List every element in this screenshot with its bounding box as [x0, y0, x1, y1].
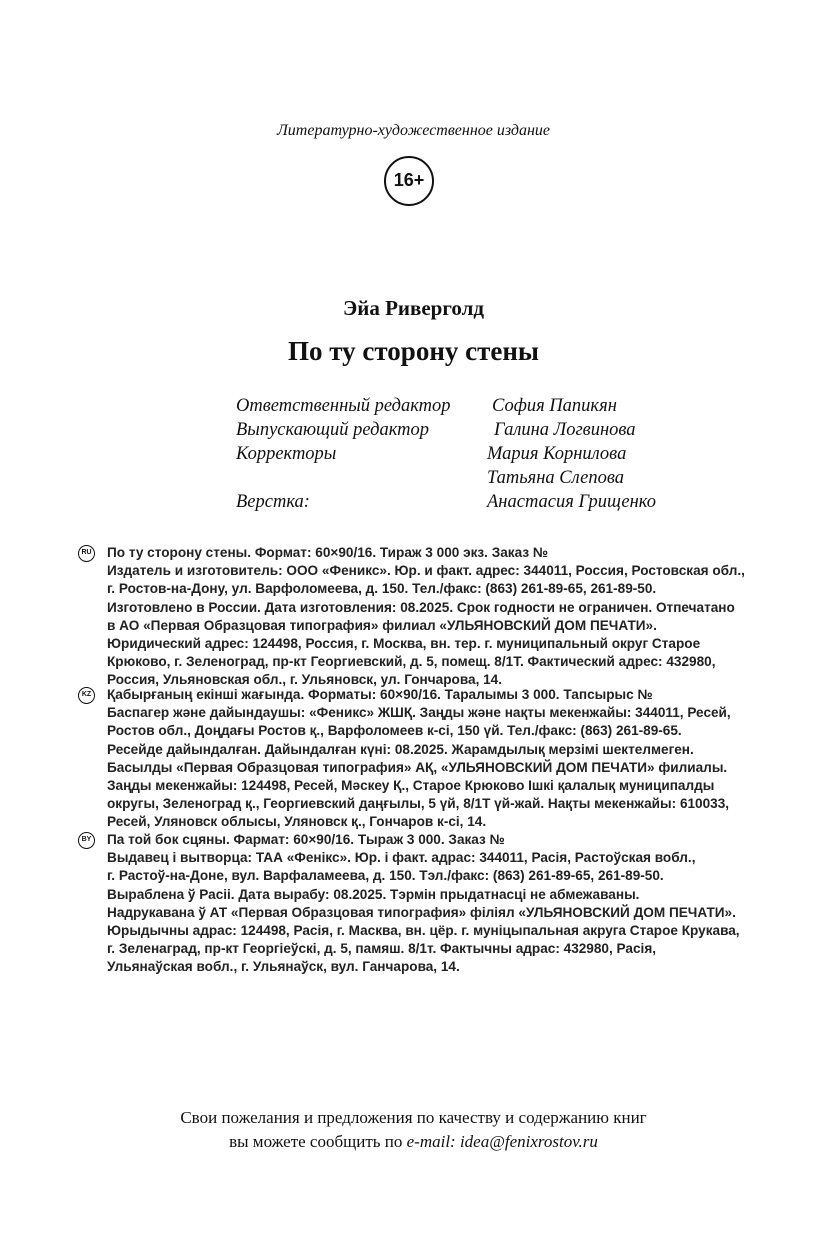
imprint-line: Па той бок сцяны. Фармат: 60×90/16. Тыраж 3 000. Заказ № [107, 832, 505, 847]
imprint-block-by [107, 831, 807, 977]
imprint-line: в АО «Первая Образцовая типография» филиал «УЛЬЯНОВСКИЙ ДОМ ПЕЧАТИ». [107, 617, 657, 633]
credit-name-layout: Анастасия Грищенко [487, 492, 656, 512]
imprint-line: Ростов обл., Доңдағы Ростов қ., Варфоломеев к-сі, 150 үй. Тел./факс: (863) 261-89-65. [107, 723, 682, 739]
feedback-line-2 [0, 1130, 827, 1154]
imprint-line: г. Зеленаград, пр-кт Георгіеўскі, д. 5, памяш. 8/1т. Фактычны адрас: 432980, Расія, [107, 941, 657, 957]
genre-label: Литературно-художественное издание [276, 122, 551, 139]
language-badge-kz: KZ [78, 687, 95, 704]
imprint-line: округы, Зеленоград қ., Георгиевский даңғылы, 5 үй, 8/1Т үй-жай. Нақты мекенжайы: 610033, [107, 796, 730, 812]
imprint-block-kz [107, 686, 807, 832]
imprint-line: г. Ростов-на-Дону, ул. Варфоломеева, д. 150. Тел./факс: (863) 261-89-65, 261-89-50. [107, 581, 657, 597]
author-name: Эйа Риверголд [342, 296, 484, 320]
credit-role-responsible-editor: Ответственный редактор [236, 396, 451, 416]
credit-name-managing-editor: Галина Логвинова [494, 420, 636, 440]
credit-name-proofreader-1: Мария Корнилова [487, 444, 627, 464]
credit-name-proofreader-2: Татьяна Слепова [487, 468, 625, 488]
imprint-line: г. Растоў-на-Доне, вул. Варфаламеева, д. 150. Тэл./факс: (863) 261-89-65, 261-89-50. [107, 868, 664, 884]
feedback-note [0, 1106, 827, 1154]
credit-role-layout: Верстка: [236, 492, 310, 512]
imprint-line: Россия, Ульяновская обл., г. Ульяновск, ул. Гончарова, 14. [107, 672, 503, 688]
imprint-line: Заңды мекенжайы: 124498, Ресей, Мәскеу Қ., Старое Крюково Ішкі қалалық муниципалды [107, 778, 715, 794]
language-badge-ru: RU [78, 545, 95, 562]
imprint-line: Юрыдычны адрас: 124498, Расія, г. Масква, вн. цёр. г. муніцыпальная акруга Старое Крукава, [107, 923, 740, 939]
imprint-line: Выраблена ў Расіі. Дата вырабу: 08.2025. Тэрмін прыдатнасці не абмежаваны. [107, 886, 640, 902]
imprint-line: По ту сторону стены. Формат: 60×90/16. Тираж 3 000 экз. Заказ № [107, 545, 549, 560]
imprint-line: Ресейде дайындалған. Дайындалған күні: 08.2025. Жарамдылық мерзімі шектелмеген. [107, 741, 694, 757]
imprint-block-ru [107, 544, 807, 690]
imprint-line: Крюково, г. Зеленоград, пр-кт Георгиевский, д. 5, помещ. 8/1Т. Фактический адрес: 432980, [107, 654, 716, 670]
imprint-line: Выдавец і вытворца: ТАА «Фенікс». Юр. і факт. адрас: 344011, Расія, Растоўская вобл., [107, 850, 696, 866]
imprint-line: Ресей, Уляновск облысы, Уляновск қ., Гончаров к-сі, 14. [107, 814, 487, 830]
imprint-line: Издатель и изготовитель: ООО «Феникс». Юр. и факт. адрес: 344011, Россия, Ростовская обл., [107, 563, 745, 579]
feedback-email-link[interactable]: e-mail: idea@fenixrostov.ru [406, 1132, 598, 1151]
book-title: По ту сторону стены [288, 336, 539, 366]
age-rating-badge: 16+ [384, 156, 434, 206]
feedback-line-1: Свои пожелания и предложения по качеству и содержанию книг [180, 1108, 647, 1127]
imprint-line: Ульянаўская вобл., г. Ульянаўск, вул. Ганчарова, 14. [107, 959, 460, 975]
imprint-line: Изготовлено в России. Дата изготовления: 08.2025. Срок годности не ограничен. Отпечатано [107, 599, 735, 615]
credit-role-managing-editor: Выпускающий редактор [236, 420, 429, 440]
imprint-line: Басылды «Первая Образцовая типография» АҚ, «УЛЬЯНОВСКИЙ ДОМ ПЕЧАТИ» филиалы. [107, 759, 728, 775]
imprint-line: Надрукавана ў АТ «Первая Образцовая типография» філіял «УЛЬЯНОВСКИЙ ДОМ ПЕЧАТИ». [107, 904, 736, 920]
imprint-line: Баспагер және дайындаушы: «Феникс» ЖШҚ. Заңды және нақты мекенжайы: 344011, Ресей, [107, 705, 731, 721]
imprint-line: Юридический адрес: 124498, Россия, г. Москва, вн. тер. г. муниципальный округ Старое [107, 636, 701, 652]
credit-role-proofreaders: Корректоры [236, 444, 337, 464]
feedback-line-2-prefix: вы можете сообщить по [229, 1132, 407, 1151]
imprint-line: Қабырғаның екінші жағында. Форматы: 60×90/16. Таралымы 3 000. Тапсырыс № [107, 687, 653, 702]
credit-name-responsible-editor: София Папикян [492, 396, 617, 416]
language-badge-by: BY [78, 832, 95, 849]
